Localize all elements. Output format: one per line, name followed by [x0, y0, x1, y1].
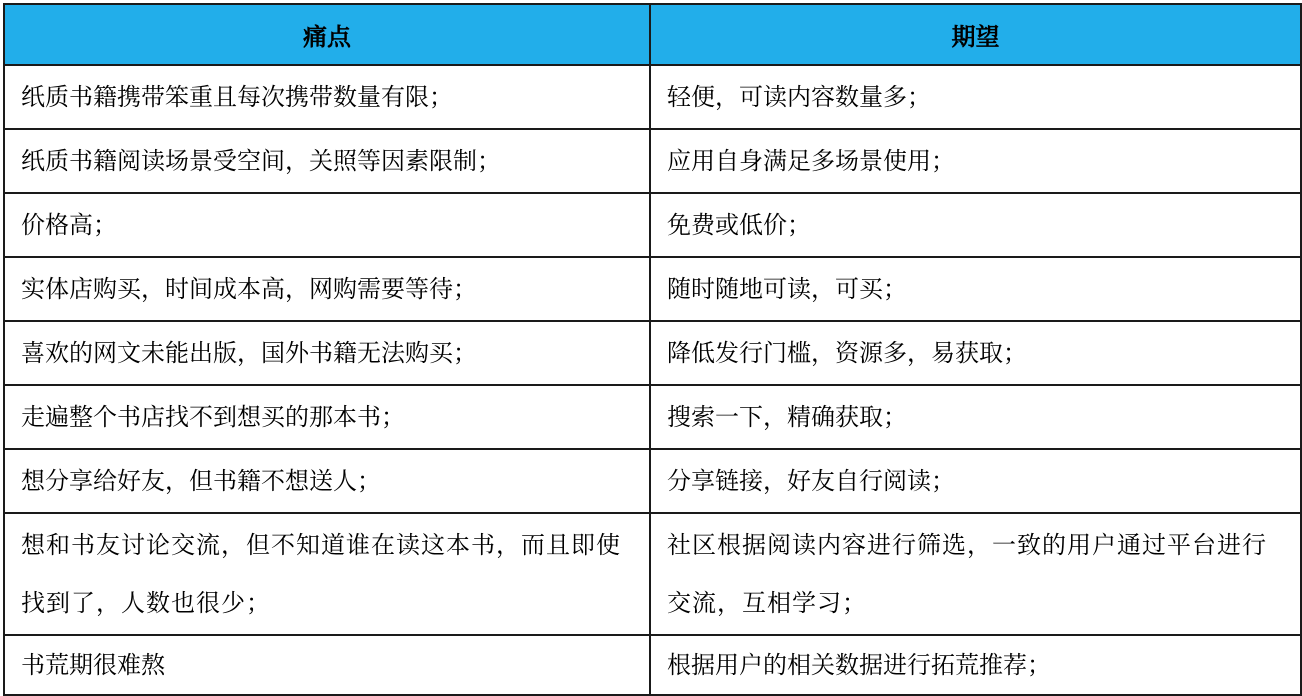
pain-point-cell: 实体店购买，时间成本高，网购需要等待； — [4, 257, 650, 321]
table-header-row — [4, 4, 1301, 65]
expectation-cell: 搜索一下，精确获取； — [650, 385, 1301, 449]
table-row — [4, 385, 1301, 449]
expectation-cell: 社区根据阅读内容进行筛选，一致的用户通过平台进行交流，互相学习； — [650, 513, 1301, 635]
pain-point-cell: 纸质书籍携带笨重且每次携带数量有限； — [4, 65, 650, 129]
table-row — [4, 65, 1301, 129]
pain-point-cell: 价格高； — [4, 193, 650, 257]
expectation-cell: 随时随地可读，可买； — [650, 257, 1301, 321]
expectation-cell: 免费或低价； — [650, 193, 1301, 257]
table-row — [4, 321, 1301, 385]
table-row — [4, 513, 1301, 635]
header-expectation: 期望 — [650, 4, 1301, 65]
expectation-cell: 根据用户的相关数据进行拓荒推荐； — [650, 635, 1301, 695]
expectation-cell: 降低发行门槛，资源多，易获取； — [650, 321, 1301, 385]
pain-point-cell: 走遍整个书店找不到想买的那本书； — [4, 385, 650, 449]
expectation-cell: 轻便，可读内容数量多； — [650, 65, 1301, 129]
table-row — [4, 129, 1301, 193]
table-row — [4, 257, 1301, 321]
table-row — [4, 635, 1301, 695]
pain-point-cell: 纸质书籍阅读场景受空间，关照等因素限制； — [4, 129, 650, 193]
pain-point-cell: 想和书友讨论交流，但不知道谁在读这本书，而且即使找到了，人数也很少； — [4, 513, 650, 635]
pain-point-cell: 想分享给好友，但书籍不想送人； — [4, 449, 650, 513]
pain-point-cell: 喜欢的网文未能出版，国外书籍无法购买； — [4, 321, 650, 385]
pain-points-table — [3, 3, 1302, 696]
table-row — [4, 449, 1301, 513]
expectation-cell: 分享链接，好友自行阅读； — [650, 449, 1301, 513]
expectation-cell: 应用自身满足多场景使用； — [650, 129, 1301, 193]
header-pain-point: 痛点 — [4, 4, 650, 65]
table-row — [4, 193, 1301, 257]
pain-point-cell: 书荒期很难熬 — [4, 635, 650, 695]
